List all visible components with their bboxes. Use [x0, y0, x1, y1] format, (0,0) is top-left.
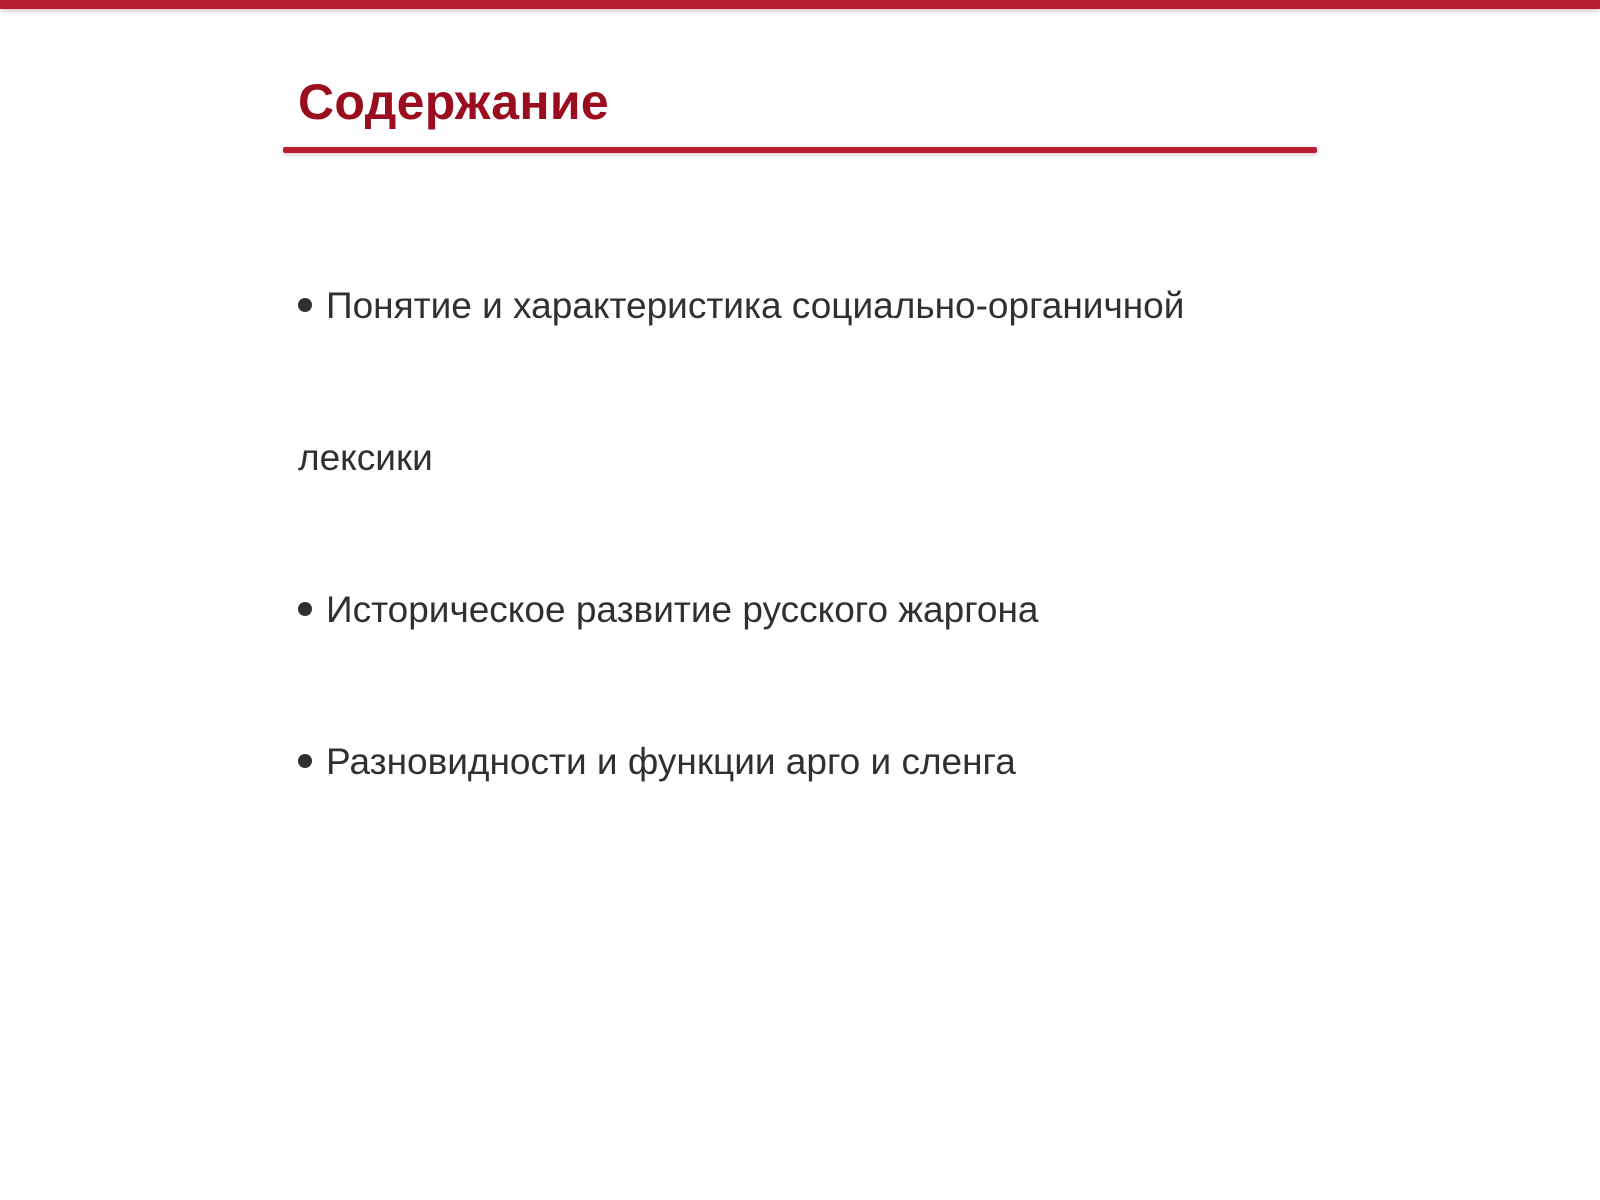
- list-item-text: лексики: [298, 437, 433, 478]
- list-item: [298, 587, 1039, 633]
- slide-title: Содержание: [298, 74, 610, 130]
- list-item-text: Разновидности и функции арго и сленга: [326, 741, 1016, 782]
- top-accent-bar: [0, 0, 1600, 9]
- bullet-icon: [298, 298, 312, 312]
- list-item-continuation: [298, 435, 433, 481]
- bullet-icon: [298, 754, 312, 768]
- bullet-icon: [298, 602, 312, 616]
- list-item: [298, 739, 1016, 785]
- list-item-text: Историческое развитие русского жаргона: [326, 589, 1039, 630]
- list-item-text: Понятие и характеристика социально-органичной: [326, 285, 1185, 326]
- title-underline: [283, 147, 1317, 153]
- list-item: [298, 283, 1184, 329]
